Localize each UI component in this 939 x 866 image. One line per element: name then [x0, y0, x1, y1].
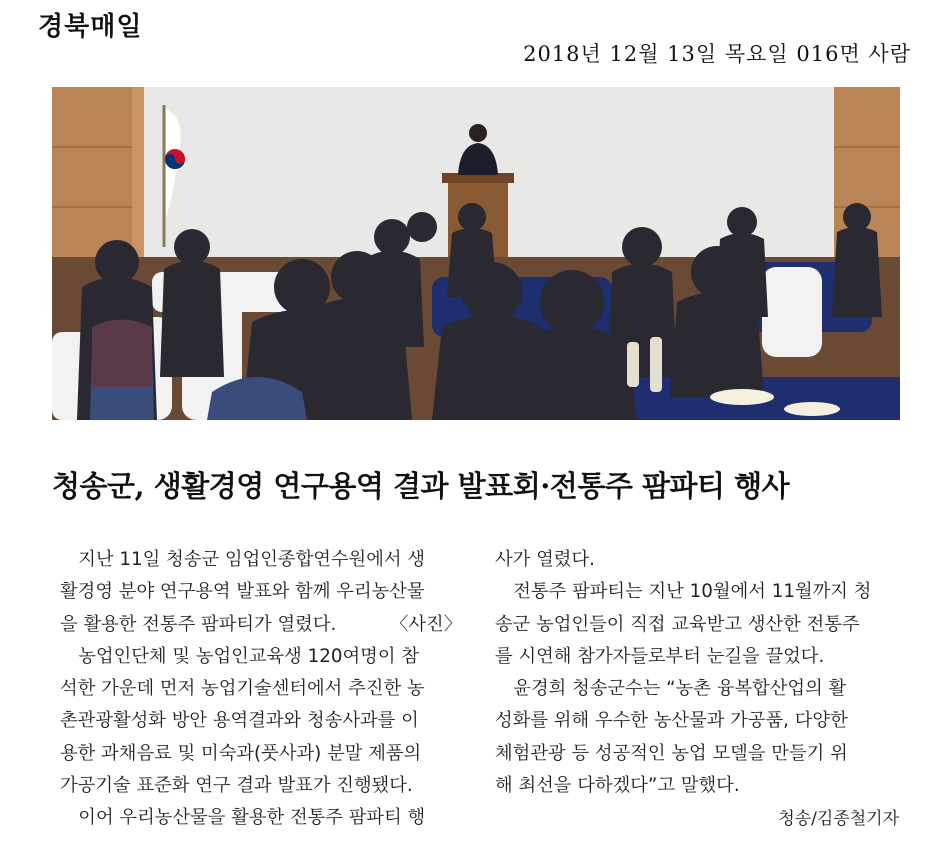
article-column-left [60, 544, 462, 835]
body-line: 촌관광활성화 방안 용역결과와 청송사과를 이 [60, 710, 419, 732]
event-photo [52, 87, 900, 420]
body-line: 가공기술 표준화 연구 결과 발표가 진행됐다. [60, 775, 413, 797]
body-line: 농업인단체 및 농업인교육생 120여명이 참 [78, 645, 419, 667]
body-line: 체험관광 등 성공적인 농업 모델을 만들기 위 [495, 742, 848, 764]
body-line: 사가 열렸다. [495, 549, 595, 570]
body-line: 성화를 위해 우수한 농산물과 가공품, 다양한 [495, 710, 848, 732]
article-column-right [495, 544, 897, 802]
body-line: 를 시연해 참가자들로부터 눈길을 끌었다. [495, 645, 825, 667]
body-line: 활경영 분야 연구용역 발표와 함께 우리농산물 [60, 581, 425, 603]
body-line: 송군 농업인들이 직접 교육받고 생산한 전통주 [495, 613, 860, 635]
body-line: 윤경희 청송군수는 “농촌 융복합산업의 활 [513, 678, 847, 700]
reporter-byline: 청송/김종철기자 [778, 809, 899, 829]
body-line: 용한 과채음료 및 미숙과(풋사과) 분말 제품의 [60, 742, 422, 764]
body-line: 을 활용한 전통주 팜파티가 열렸다. 〈사진〉 [60, 609, 462, 641]
body-line: 해 최선을 다하겠다”고 말했다. [495, 775, 740, 797]
newspaper-masthead: 경북매일 [38, 12, 143, 42]
body-line: 전통주 팜파티는 지난 10월에서 11월까지 청 [513, 581, 872, 603]
article-headline: 청송군, 생활경영 연구용역 결과 발표회·전통주 팜파티 행사 [52, 469, 790, 503]
body-line: 석한 가운데 먼저 농업기술센터에서 추진한 농 [60, 678, 425, 700]
publication-dateline: 2018년 12월 13일 목요일 016면 사람 [523, 42, 911, 66]
body-line: 이어 우리농산물을 활용한 전통주 팜파티 행 [78, 807, 426, 829]
body-line: 지난 11일 청송군 임업인종합연수원에서 생 [78, 549, 426, 570]
photo-reference: 〈사진〉 [390, 613, 462, 635]
